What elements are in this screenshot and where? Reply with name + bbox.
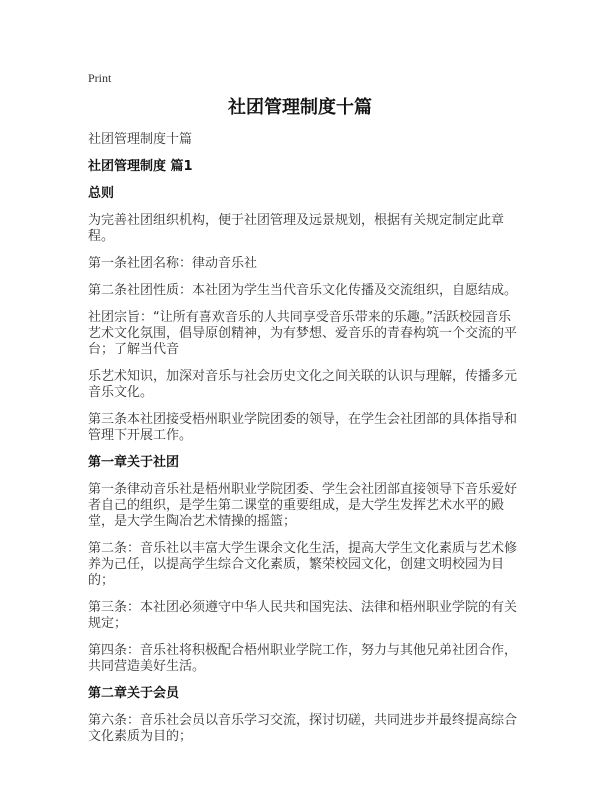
paragraph: 第四条：音乐社将积极配合梧州职业学院工作，努力与其他兄弟社团合作，共同营造美好生活。 [88,643,518,674]
print-link[interactable]: Print [88,71,112,85]
paragraph: 第一条社团名称：律动音乐社 [88,256,258,271]
paragraph: 第二条：音乐社以丰富大学生课余文化生活，提高大学生文化素质与艺术修养为己任，以提高学生综合文化素质，繁荣校园文化，创建文明校园为目的； [88,541,518,588]
paragraph: 第六条：音乐社会员以音乐学习交流，探讨切磋，共同进步并最终提高综合文化素质为目的； [88,713,518,744]
paragraph: 第一条律动音乐社是梧州职业学院团委、学生会社团部直接领导下音乐爱好者自己的组织，是学生第二课堂的重要组成，是大学生发挥艺术水平的殿堂，是大学生陶冶艺术情操的摇篮； [88,482,518,529]
paragraph: 第二条社团性质：本社团为学生当代音乐文化传播及交流组织，自愿结成。 [88,283,518,298]
paragraph: 为完善社团组织机构，便于社团管理及远景规划，根据有关规定制定此章程。 [88,213,505,244]
paragraph: 社团管理制度十篇 [88,132,193,147]
paragraph: 乐艺术知识，加深对音乐与社会历史文化之间关联的认识与理解，传播多元音乐文化。 [88,369,518,400]
section-heading: 总则 [88,186,115,201]
paragraph: 第三条本社团接受梧州职业学院团委的领导，在学生会社团部的具体指导和管理下开展工作。 [88,412,518,443]
section-heading: 第二章关于会员 [88,686,180,701]
section-heading: 第一章关于社团 [88,455,180,470]
paragraph: 社团宗旨：“让所有喜欢音乐的人共同享受音乐带来的乐趣。”活跃校园音乐艺术文化氛围，倡导原创精神，为有梦想、爱音乐的青春构筑一个交流的平台；了解当代音 [88,310,518,357]
document-title: 社团管理制度十篇 [228,97,372,118]
paragraph: 第三条：本社团必须遵守中华人民共和国宪法、法律和梧州职业学院的有关规定； [88,600,518,631]
section-heading: 社团管理制度 篇1 [88,159,193,174]
